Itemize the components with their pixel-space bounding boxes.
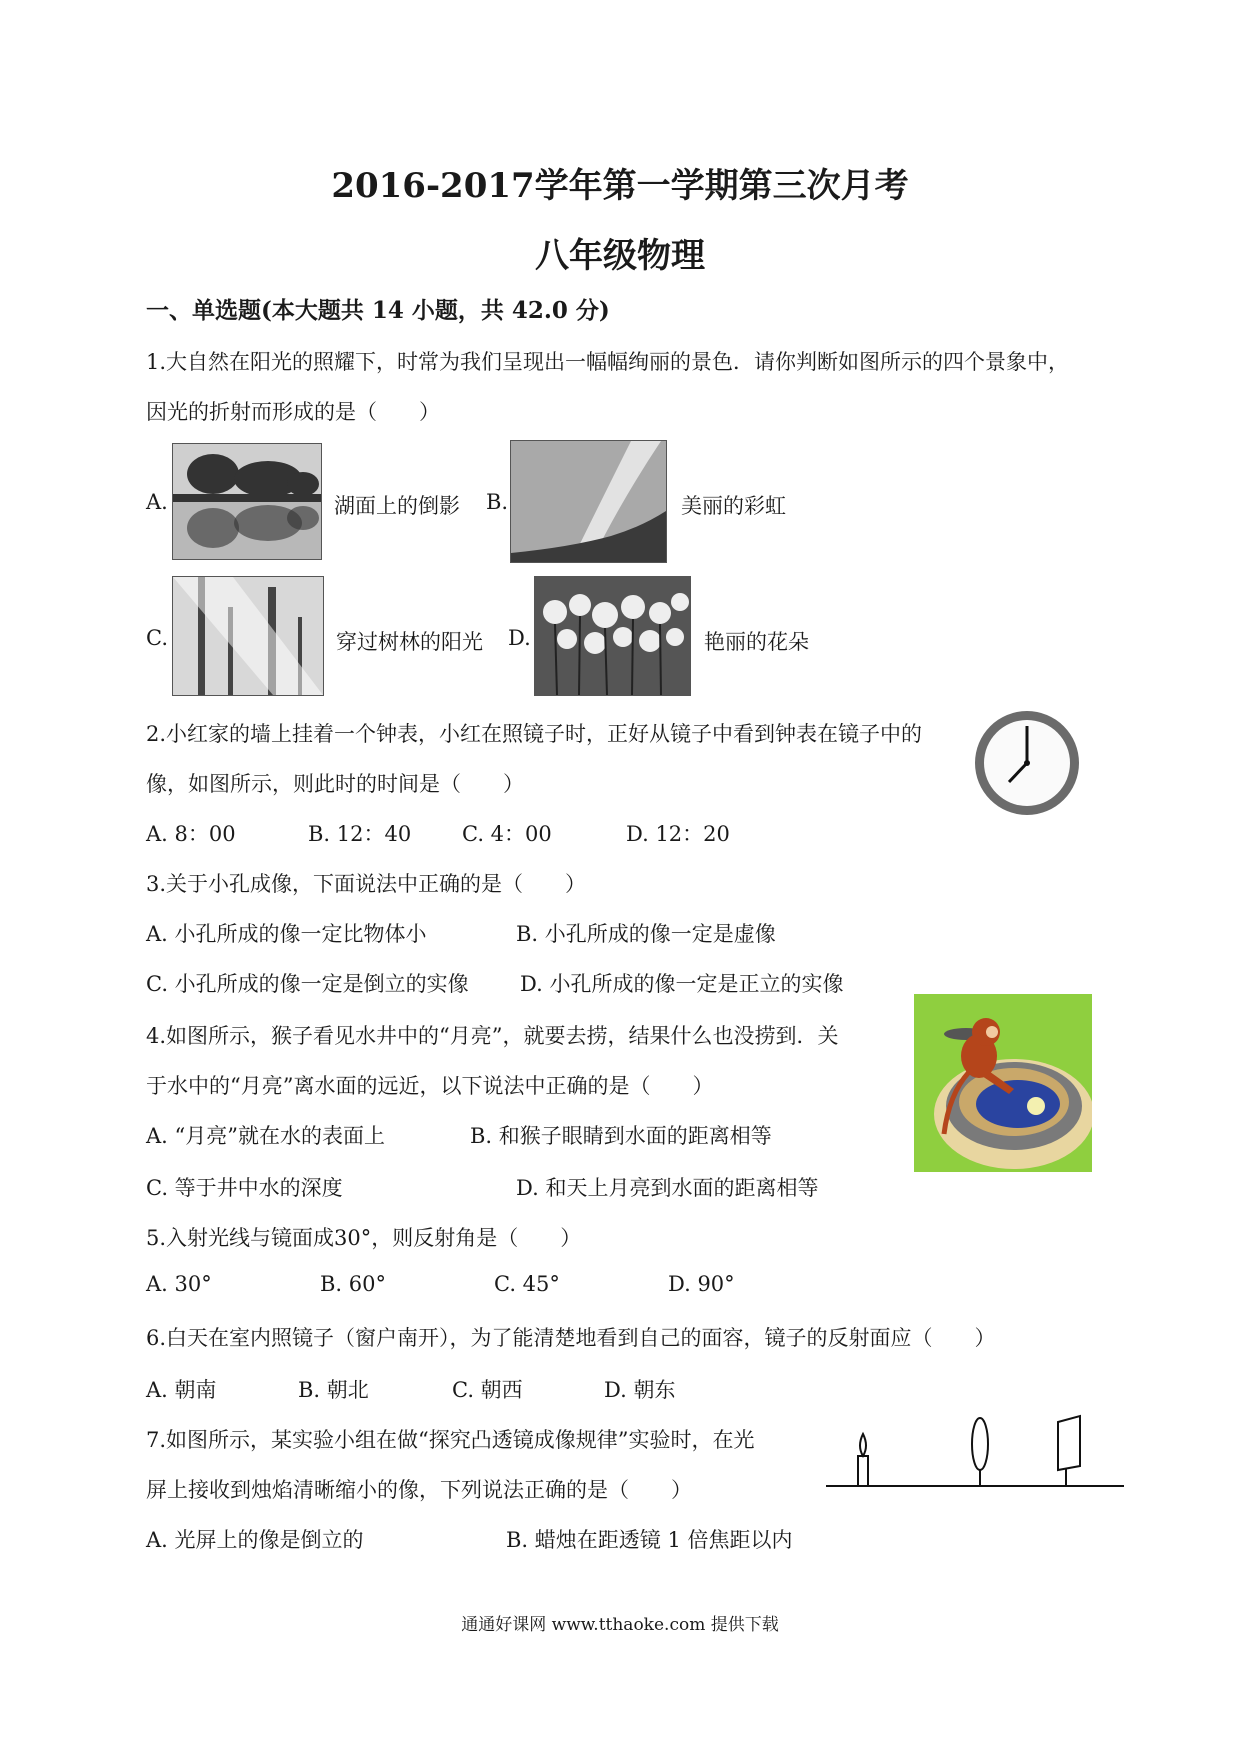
question-7-line-2: 屏上接收到烛焰清晰缩小的像，下列说法正确的是（ ） [146,1478,692,1502]
q4-option-a: A. “月亮”就在水的表面上 [146,1124,385,1148]
question-6-line-1: 6.白天在室内照镜子（窗户南开），为了能清楚地看到自己的面容，镜子的反射面应（ ） [146,1326,996,1350]
q7-option-a: A. 光屏上的像是倒立的 [146,1528,364,1552]
q6-option-d: D. 朝东 [604,1378,676,1402]
question-1-line-1: 1.大自然在阳光的照耀下，时常为我们呈现出一幅幅绚丽的景色．请你判断如图所示的四个景象中， [146,350,1070,374]
monkey-well-image [914,994,1092,1172]
q7-option-b: B. 蜡烛在距透镜 1 倍焦距以内 [506,1528,793,1552]
q1-option-d-letter: D. [508,626,531,650]
q1-option-b-text: 美丽的彩虹 [681,494,786,518]
q1-option-d-text: 艳丽的花朵 [704,630,809,654]
q2-option-a: A. 8：00 [146,822,236,846]
q6-option-a: A. 朝南 [146,1378,217,1402]
q3-option-d: D. 小孔所成的像一定是正立的实像 [520,972,844,996]
question-2-line-2: 像，如图所示，则此时的时间是（ ） [146,772,524,796]
q1-option-b-letter: B. [486,490,509,514]
q2-option-b: B. 12：40 [308,822,412,846]
exam-title: 2016-2017学年第一学期第三次月考 [331,166,909,206]
q5-option-a: A. 30° [146,1272,212,1296]
flowers-image [534,576,691,696]
q6-option-b: B. 朝北 [298,1378,369,1402]
q1-option-a-letter: A. [146,490,168,514]
q3-option-a: A. 小孔所成的像一定比物体小 [146,922,427,946]
question-4-line-2: 于水中的“月亮”离水面的远近，以下说法中正确的是（ ） [146,1074,714,1098]
lake-reflection-image [172,443,322,560]
q5-option-d: D. 90° [668,1272,735,1296]
q2-option-d: D. 12：20 [626,822,730,846]
question-4-line-1: 4.如图所示，猴子看见水井中的“月亮”，就要去捞，结果什么也没捞到．关 [146,1024,839,1048]
mirror-clock-image [972,708,1082,818]
page-footer: 通通好课网 www.tthaoke.com 提供下载 [461,1615,779,1635]
convex-lens-setup-image [826,1406,1126,1496]
q1-option-c-text: 穿过树林的阳光 [336,630,483,654]
rainbow-image [510,440,667,563]
question-3-line-1: 3.关于小孔成像，下面说法中正确的是（ ） [146,872,587,896]
q1-option-a-text: 湖面上的倒影 [334,494,460,518]
exam-subtitle: 八年级物理 [535,236,705,276]
question-5-line-1: 5.入射光线与镜面成30°，则反射角是（ ） [146,1226,582,1250]
question-2-line-1: 2.小红家的墙上挂着一个钟表，小红在照镜子时，正好从镜子中看到钟表在镜子中的 [146,722,923,746]
section-heading: 一、单选题(本大题共 14 小题，共 42.0 分) [146,297,610,324]
q5-option-b: B. 60° [320,1272,387,1296]
q5-option-c: C. 45° [494,1272,560,1296]
forest-sunlight-image [172,576,324,696]
q6-option-c: C. 朝西 [452,1378,523,1402]
q4-option-b: B. 和猴子眼睛到水面的距离相等 [470,1124,772,1148]
q4-option-d: D. 和天上月亮到水面的距离相等 [516,1176,819,1200]
q1-option-c-letter: C. [146,626,168,650]
question-7-line-1: 7.如图所示，某实验小组在做“探究凸透镜成像规律”实验时，在光 [146,1428,755,1452]
q3-option-c: C. 小孔所成的像一定是倒立的实像 [146,972,469,996]
q4-option-c: C. 等于井中水的深度 [146,1176,343,1200]
q3-option-b: B. 小孔所成的像一定是虚像 [516,922,776,946]
question-1-line-2: 因光的折射而形成的是（ ） [146,400,440,424]
q2-option-c: C. 4：00 [462,822,552,846]
